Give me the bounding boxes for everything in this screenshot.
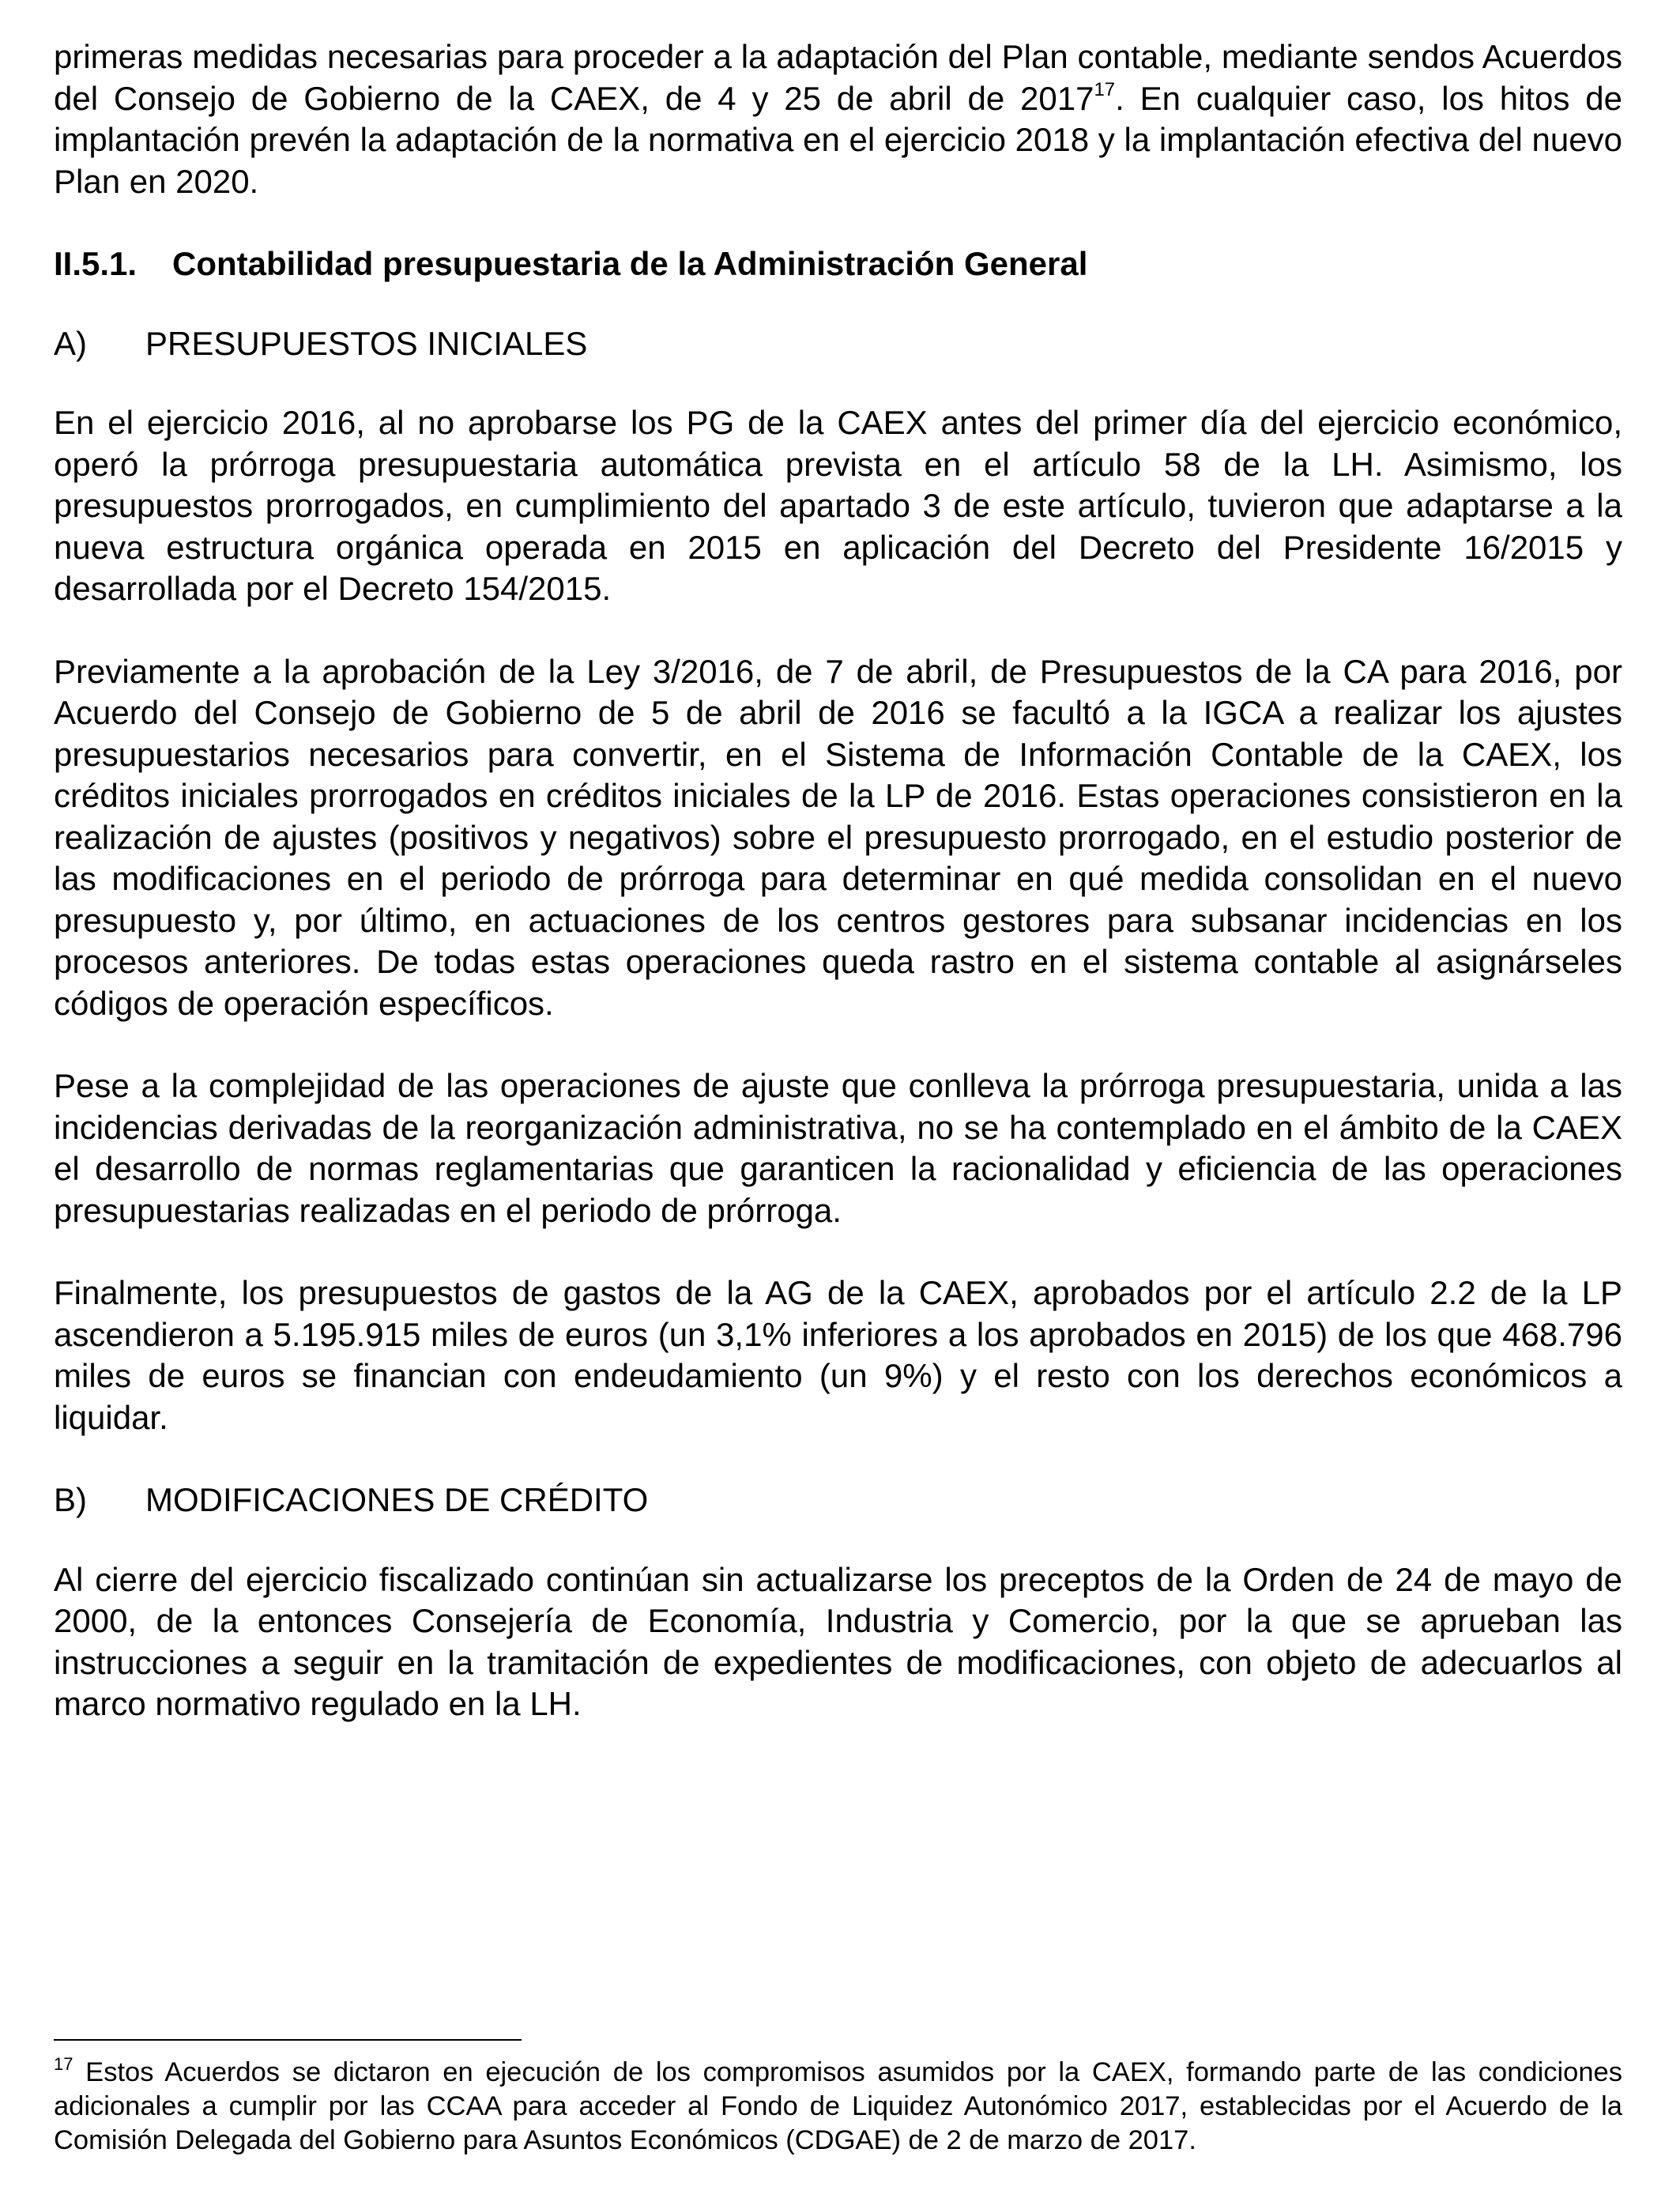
section-title: Contabilidad presupuestaria de la Administración General [172,245,1088,282]
intro-text: primeras medidas necesarias para proceder a la adaptación del Plan contable, mediante sendos Acuerdos del Consejo de Gobierno de la CAEX, de 4 y 25 de abril de 2017 [54,38,1622,117]
paragraph-b1: Al cierre del ejercicio fiscalizado continúan sin actualizarse los preceptos de la Orden de 24 de mayo de 2000, de la entonces Consejería de Economía, Industria y Comercio, por la que se aprueban las instrucciones a seguir en la tramitación de expedientes de modificaciones, con objeto de adecuarlos al marco normativo regulado en la LH. [54,1560,1622,1722]
paragraph-a3: Pese a la complejidad de las operaciones de ajuste que conlleva la prórroga presupuestaria, unida a las incidencias derivadas de la reorganización administrativa, no se ha contemplado en el ámbito de la CAEX el desarrollo de normas reglamentarias que garanticen la racionalidad y eficiencia de las operaciones presupuestarias realizadas en el periodo de prórroga. [54,1067,1622,1229]
subsection-b-title: MODIFICACIONES DE CRÉDITO [145,1481,649,1518]
paragraph-a1: En el ejercicio 2016, al no aprobarse los PG de la CAEX antes del primer día del ejercicio económico, operó la prórroga presupuestaria automática prevista en el artículo 58 de la LH. Asimismo, los presupuestos prorrogados, en cumplimiento del apartado 3 de este artículo, tuvieron que adaptarse a la nueva estructura orgánica operada en 2015 en aplicación del Decreto del Presidente 16/2015 y desarrollada por el Decreto 154/2015. [54,404,1622,607]
subsection-a-letter: A) [54,324,87,362]
footnote-number: 17 [54,2054,73,2074]
footnote-text: Estos Acuerdos se dictaron en ejecución de los compromisos asumidos por la CAEX, formando parte de las condiciones adicionales a cumplir por las CCAA para acceder al Fondo de Liquidez Autonómico 2017, establecidas por el Acuerdo de la Comisión Delegada del Gobierno para Asuntos Económicos (CDGAE) de 2 de marzo de 2017. [54,2057,1622,2155]
footnote [54,2056,1622,2158]
page-body [54,36,1622,1725]
intro-paragraph [54,36,1622,202]
subsection-b-letter: B) [54,1481,87,1518]
intro-text-continued: . En cualquier caso, los hitos de implantación prevén la adaptación de la normativa en el ejercicio 2018 y la implantación efectiva del nuevo Plan en 2020. [54,79,1622,200]
footnote-separator [54,2039,522,2041]
section-heading [54,243,1622,285]
footnote-reference[interactable]: 17 [1094,78,1116,100]
section-number: II.5.1. [54,245,137,282]
paragraph-a4: Finalmente, los presupuestos de gastos de la AG de la CAEX, aprobados por el artículo 2.2 de la LP ascendieron a 5.195.915 miles de euros (un 3,1% inferiores a los aprobados en 2015) de los que 468.796 miles de euros se financian con endeudamiento (un 9%) y el resto con los derechos económicos a liquidar. [54,1274,1622,1436]
paragraph-a2: Previamente a la aprobación de la Ley 3/2016, de 7 de abril, de Presupuestos de la CA para 2016, por Acuerdo del Consejo de Gobierno de 5 de abril de 2016 se facultó a la IGCA a realizar los ajustes presupuestarios necesarios para convertir, en el Sistema de Información Contable de la CAEX, los créditos iniciales prorrogados en créditos iniciales de la LP de 2016. Estas operaciones consistieron en la realización de ajustes (positivos y negativos) sobre el presupuesto prorrogado, en el estudio posterior de las modificaciones en el periodo de prórroga para determinar en qué medida consolidan en el nuevo presupuesto y, por último, en actuaciones de los centros gestores para subsanar incidencias en los procesos anteriores. De todas estas operaciones queda rastro en el sistema contable al asignárseles códigos de operación específicos. [54,652,1622,1022]
subsection-a-heading [54,323,1622,365]
subsection-b-heading [54,1480,1622,1521]
subsection-a-title: PRESUPUESTOS INICIALES [145,324,588,362]
